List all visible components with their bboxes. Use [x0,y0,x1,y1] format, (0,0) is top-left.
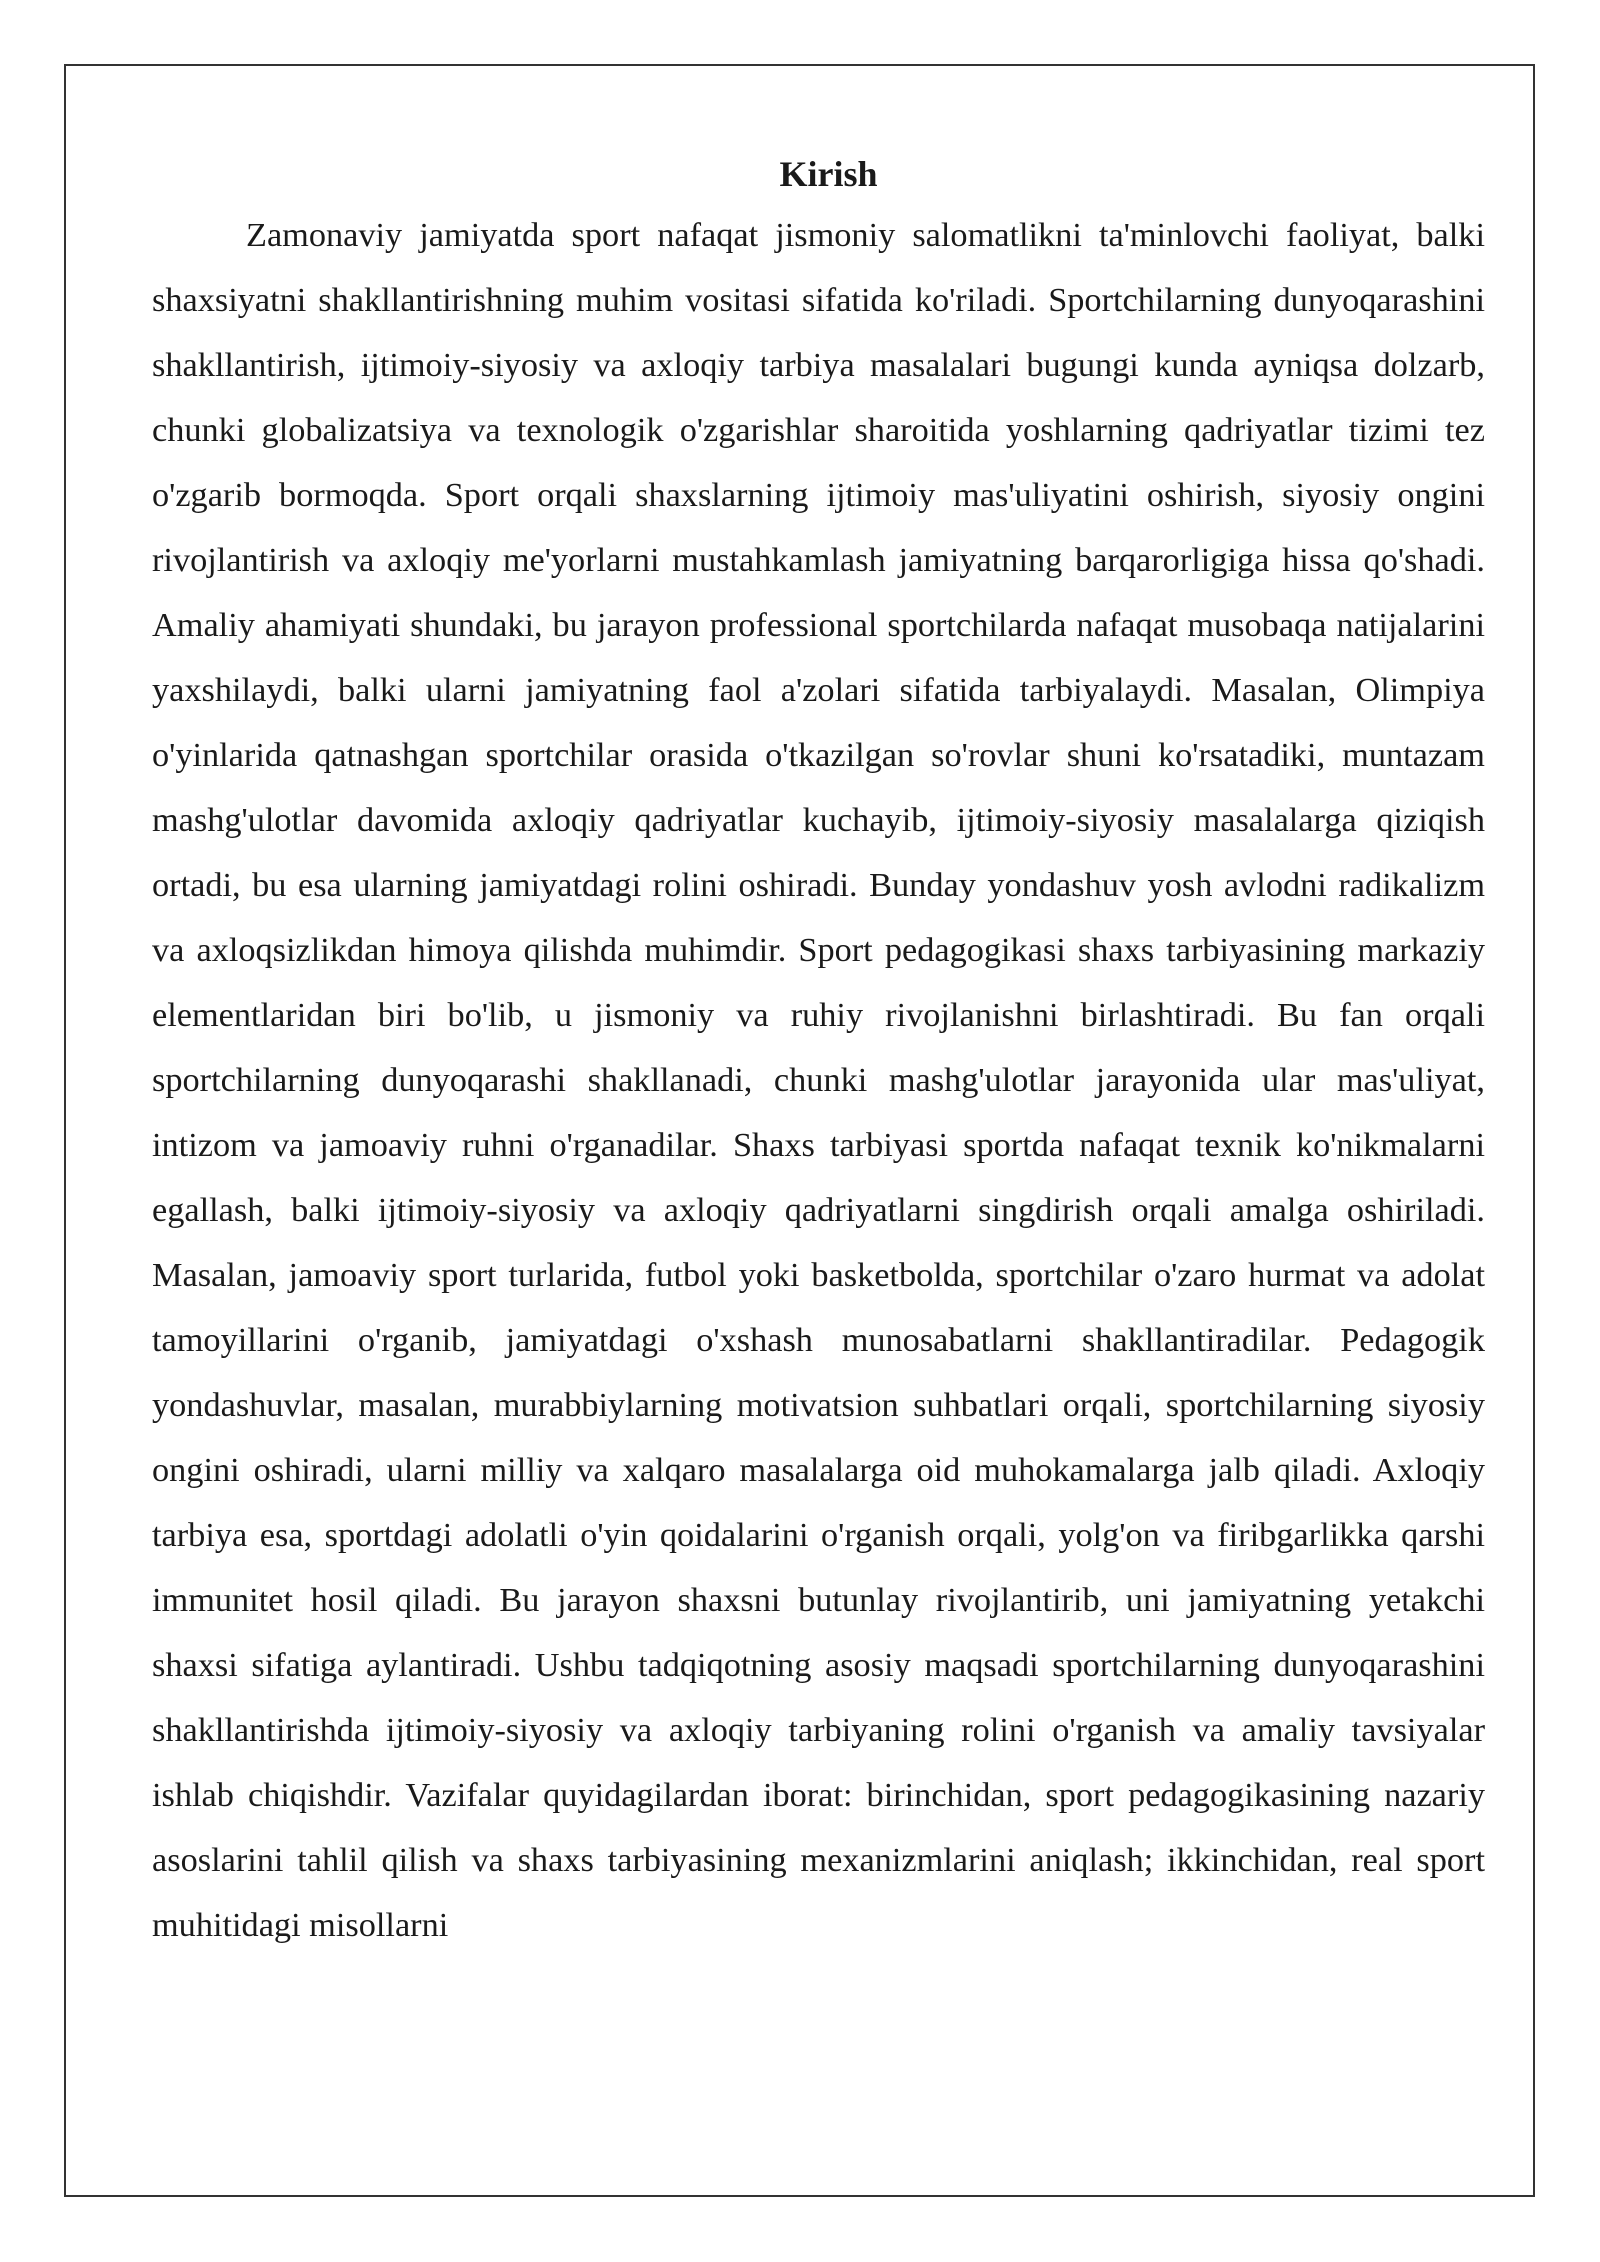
body-paragraph: Zamonaviy jamiyatda sport nafaqat jismoniy salomatlikni ta'minlovchi faoliyat, balki shaxsiyatni shakllantirishning muhim vositasi sifatida ko'riladi. Sportchilarning dunyoqarashini shakllantirish, ijtimoiy-siyosiy va axloqiy tarbiya masalalari bugungi kunda ayniqsa dolzarb, chunki globalizatsiya va texnologik o'zgarishlar sharoitida yoshlarning qadriyatlar tizimi tez o'zgarib bormoqda. Sport orqali shaxslarning ijtimoiy mas'uliyatini oshirish, siyosiy ongini rivojlantirish va axloqiy me'yorlarni mustahkamlash jamiyatning barqarorligiga hissa qo'shadi. Amaliy ahamiyati shundaki, bu jarayon professional sportchilarda nafaqat musobaqa natijalarini yaxshilaydi, balki ularni jamiyatning faol a'zolari sifatida tarbiyalaydi. Masalan, Olimpiya o'yinlarida qatnashgan sportchilar orasida o'tkazilgan so'rovlar shuni ko'rsatadiki, muntazam mashg'ulotlar davomida axloqiy qadriyatlar kuchayib, ijtimoiy-siyosiy masalalarga qiziqish ortadi, bu esa ularning jamiyatdagi rolini oshiradi. Bunday yondashuv yosh avlodni radikalizm va axloqsizlikdan himoya qilishda muhimdir. Sport pedagogikasi shaxs tarbiyasining markaziy elementlaridan biri bo'lib, u jismoniy va ruhiy rivojlanishni birlashtiradi. Bu fan orqali sportchilarning dunyoqarashi shakllanadi, chunki mashg'ulotlar jarayonida ular mas'uliyat, intizom va jamoaviy ruhni o'rganadilar. Shaxs tarbiyasi sportda nafaqat texnik ko'nikmalarni egallash, balki ijtimoiy-siyosiy va axloqiy qadriyatlarni singdirish orqali amalga oshiriladi. Masalan, jamoaviy sport turlarida, futbol yoki basketbolda, sportchilar o'zaro hurmat va adolat tamoyillarini o'rganib, jamiyatdagi o'xshash munosabatlarni shakllantiradilar. Pedagogik yondashuvlar, masalan, murabbiylarning motivatsion suhbatlari orqali, sportchilarning siyosiy ongini oshiradi, ularni milliy va xalqaro masalalarga oid muhokamalarga jalb qiladi. Axloqiy tarbiya esa, sportdagi adolatli o'yin qoidalarini o'rganish orqali, yolg'on va firibgarlikka qarshi immunitet hosil qiladi. Bu jarayon shaxsni butunlay rivojlantirib, uni jamiyatning yetakchi shaxsi sifatiga aylantiradi. Ushbu tadqiqotning asosiy maqsadi sportchilarning dunyoqarashini shakllantirishda ijtimoiy-siyosiy va axloqiy tarbiyaning rolini o'rganish va amaliy tavsiyalar ishlab chiqishdir. Vazifalar quyidagilardan iborat: birinchidan, sport pedagogikasining nazariy asoslarini tahlil qilish va shaxs tarbiyasining mexanizmlarini aniqlash; ikkinchidan, real sport muhitidagi misollarni [152,216,1485,1944]
page-title: Kirish [779,154,878,194]
document-content [152,146,1485,1958]
